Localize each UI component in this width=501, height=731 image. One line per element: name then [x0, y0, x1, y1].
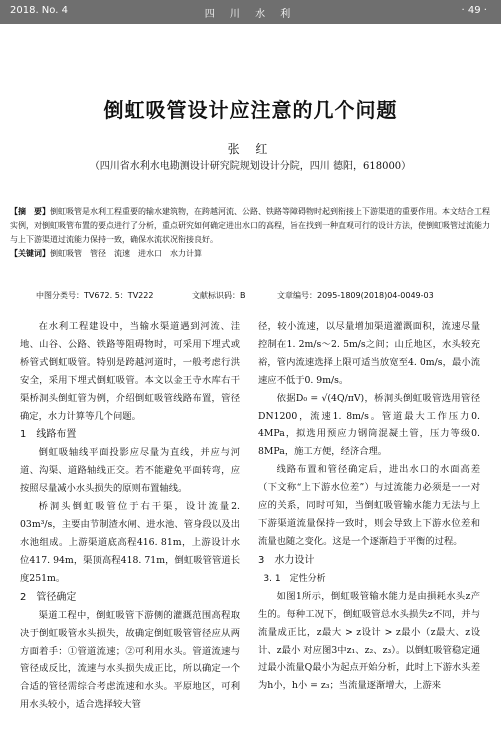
keywords-label: 【关键词】 [10, 249, 50, 258]
keywords-text: 倒虹吸管 管径 流速 进水口 水力计算 [50, 249, 202, 258]
body-paragraph: 依据D₀ = √(4Q/πV)，桥洞头倒虹吸管选用管径DN1200，流速1. 8m/s。管道最大工作压力0. 4MPa，拟选用预应力钢筒混凝土管，压力等级0. 8MPa，施工方便，经济合理。 [258, 392, 480, 458]
author-name: 张 红 [227, 142, 274, 156]
page-number: · 49 · [461, 5, 487, 16]
abstract-block [10, 205, 493, 261]
body-paragraph: 如图1所示，倒虹吸管输水能力是由損耗水头z产生的。每种工况下，倒虹吸管总水头损失z不同，并与流量成正比，z最大 > z设计 > z最小（z最大、z设计、z最小 对应图3中z₁、z₂、z₃）。以倒虹吸管稳定通过最小流量Q最小为起点开始分析，此时上下游水头差为h小，h小 = z₃；当流量逐渐增大，上游来 [258, 590, 480, 692]
section-heading-3: 3 水力设计 [258, 554, 315, 566]
right-column [258, 318, 480, 695]
author-affiliation: （四川省水利水电勘测设计研究院规划设计分院，四川 德阳，618000） [89, 161, 412, 172]
body-paragraph: 桥洞头倒虹吸管位于右干渠，设计流量2. 03m³/s，主要由节制渣水闸、进水池、管身段以及出水池组成。上游渠道底高程416. 81m，上游设计水位417. 94m，渠顶高程418. 71m，倒虹吸管管道长度251m。 [20, 501, 240, 584]
section-heading-2: 2 管径确定 [20, 591, 77, 603]
body-paragraph: 在水利工程建设中，当输水渠道遇到河流、洼地、山谷、公路、铁路等阻碍物时，可采用下埋式或桥管式倒虹吸管。特别是跨越河道时，一般考虑行洪安全，采用下埋式倒虹吸管。本文以金王寺水库右干渠桥洞头倒虹管为例，介绍倒虹吸管线路布置，管径确定，水力计算等几个问题。 [20, 321, 240, 422]
section-heading-1: 1 线路布置 [20, 429, 77, 441]
abstract-text: 倒虹吸管是水利工程重要的输水建筑物，在跨越河流、公路、铁路等障碍物时起到衔接上下游渠道的重要作用。本文结合工程实例，对倒虹吸管布置的要点进行了分析，重点研究如何确定进出水口的高程，旨在找到一种直观可行的设计方法，使倒虹吸管过流能力与上下游渠道过流能力保持一致，确保水流状况衔接良好。 [10, 207, 490, 244]
document-code: 文献标识码：B [192, 291, 246, 300]
issue-label: 2018. No. 4 [10, 5, 68, 16]
journal-name: 四 川 水 利 [204, 9, 297, 20]
paper-title: 倒虹吸管设计应注意的几个问题 [103, 98, 398, 122]
running-header [0, 0, 501, 24]
body-paragraph: 渠道工程中，倒虹吸管下游侧的灌溉范围高程取决于倒虹吸管水头损失，故确定倒虹吸管管径应从两方面着手：①管道流速；②可利用水头。管道流速与管径成反比，流速与水头损失成正比，所以确定一个合适的管径需综合考虑流速和水头。平原地区，可利用水头较小，适合选择较大管 [20, 609, 240, 711]
body-paragraph: 线路布置和管径确定后，进出水口的水面高差（下文称“上下游水位差”）与过流能力必须是一一对应的关系，同时可知，当倒虹吸管输水能力无法与上下游渠道流量保持一致时，则会导致上下游水位差和流量也随之变化。这是一个逐渐趋于平衡的过程。 [258, 464, 480, 547]
body-paragraph: 倒虹吸轴线平面投影应尽量为直线，并应与河道、沟渠、道路轴线正交。若不能避免平面转弯，应按照尽量减小水头损失的原则布置轴线。 [20, 447, 240, 495]
keywords [10, 247, 493, 261]
clc-number: 中图分类号：TV672. 5：TV222 [36, 291, 154, 300]
left-column [20, 318, 240, 714]
abstract-label: 【摘 要】 [10, 207, 50, 216]
abstract [10, 205, 493, 247]
body-paragraph: 径，较小流速，以尽量增加渠道灌溉面积，流速尽量控制在1. 2m/s～2. 5m/s之间；山丘地区，水头较充裕，管内流速选择上限可适当放宽至4. 0m/s，最小流速应不低于0. 9m/s。 [258, 321, 480, 386]
article-number: 文章编号：2095-1809(2018)04-0049-03 [277, 291, 434, 300]
subsection-heading-3-1: 3. 1 定性分析 [263, 573, 326, 584]
